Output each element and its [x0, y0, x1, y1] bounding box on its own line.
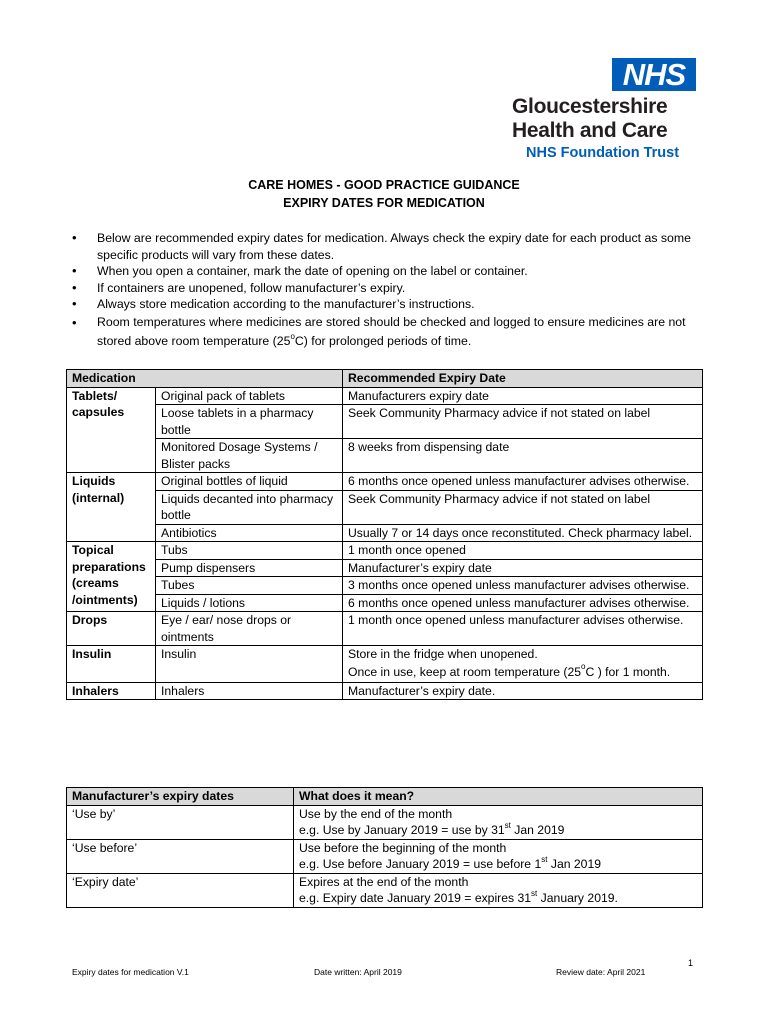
expiry-value: 6 months once opened unless manufacturer advises otherwise.	[343, 594, 703, 612]
table-row	[67, 387, 703, 405]
expiry-value: Manufacturer’s expiry date.	[343, 682, 703, 700]
expiry-text: C ) for 1 month.	[585, 664, 671, 679]
nhs-badge: NHS	[612, 58, 696, 91]
expiry-term: ‘Use by’	[67, 805, 294, 839]
table-row	[67, 473, 703, 491]
ordinal-sup: st	[504, 820, 511, 830]
degree-sup: o	[581, 662, 586, 672]
bullet-text: C) for prolonged periods of time.	[294, 333, 472, 348]
category-insulin: Insulin	[67, 646, 156, 683]
footer-review-date: Review date: April 2021	[556, 967, 646, 977]
table-row	[67, 524, 703, 542]
medication-item: Monitored Dosage Systems / Blister packs	[156, 439, 343, 473]
expiry-term: ‘Use before’	[67, 839, 294, 873]
table-header-row	[67, 370, 703, 388]
guidance-bullets	[72, 230, 712, 351]
medication-item: Inhalers	[156, 682, 343, 700]
medication-item: Original pack of tablets	[156, 387, 343, 405]
table-row	[67, 839, 703, 873]
medication-item: Liquids decanted into pharmacy bottle	[156, 490, 343, 524]
medication-item: Liquids / lotions	[156, 594, 343, 612]
header-manufacturer-dates: Manufacturer’s expiry dates	[67, 788, 294, 806]
bullet-item-temperature	[72, 313, 712, 351]
table-row	[67, 559, 703, 577]
table-row	[67, 577, 703, 595]
example-text: e.g. Use by January 2019 = use by 31	[299, 823, 505, 837]
expiry-meaning	[294, 805, 703, 839]
meaning-example	[299, 856, 699, 873]
medication-item: Insulin	[156, 646, 343, 683]
header-medication: Medication	[67, 370, 343, 388]
footer-date-written: Date written: April 2019	[314, 967, 402, 977]
ordinal-sup: st	[541, 854, 548, 864]
meaning-example	[299, 822, 699, 839]
document-subtitle: EXPIRY DATES FOR MEDICATION	[283, 196, 485, 210]
category-tablets: Tablets/ capsules	[67, 387, 156, 473]
medication-item: Tubs	[156, 542, 343, 560]
medication-item: Eye / ear/ nose drops or ointments	[156, 612, 343, 646]
expiry-value: 1 month once opened unless manufacturer advises otherwise.	[343, 612, 703, 646]
example-text: January 2019.	[537, 891, 618, 905]
table-row	[67, 612, 703, 646]
degree-sup: o	[290, 331, 295, 341]
example-text: e.g. Use before January 2019 = use before 1	[299, 857, 542, 871]
expiry-meaning	[294, 839, 703, 873]
table-row	[67, 405, 703, 439]
expiry-line	[348, 663, 699, 682]
expiry-value: 3 months once opened unless manufacturer advises otherwise.	[343, 577, 703, 595]
org-name-line3: NHS Foundation Trust	[526, 145, 680, 161]
category-topical: Topical preparations (creams /ointments)	[67, 542, 156, 612]
expiry-meaning	[294, 873, 703, 907]
org-name-line2: Health and Care	[512, 119, 668, 142]
medication-item: Original bottles of liquid	[156, 473, 343, 491]
table-row	[67, 594, 703, 612]
table-row	[67, 439, 703, 473]
expiry-value: Manufacturer’s expiry date	[343, 559, 703, 577]
example-text: Jan 2019	[510, 823, 565, 837]
expiry-value: 6 months once opened unless manufacturer advises otherwise.	[343, 473, 703, 491]
page-number: 1	[688, 958, 694, 968]
meaning-line: Use before the beginning of the month	[299, 840, 507, 855]
bullet-item: • Always store medication according to the manufacturer’s instructions.	[72, 296, 712, 313]
bullet-item: • When you open a container, mark the date of opening on the label or container.	[72, 263, 712, 280]
medication-item: Tubes	[156, 577, 343, 595]
expiry-dates-table	[66, 369, 703, 700]
expiry-value: Manufacturers expiry date	[343, 387, 703, 405]
footer-document-version: Expiry dates for medication V.1	[72, 967, 189, 977]
table-row	[67, 805, 703, 839]
expiry-value: 1 month once opened	[343, 542, 703, 560]
expiry-value: Seek Community Pharmacy advice if not stated on label	[343, 405, 703, 439]
expiry-value: Usually 7 or 14 days once reconstituted. Check pharmacy label.	[343, 524, 703, 542]
meaning-line: Expires at the end of the month	[299, 874, 469, 889]
category-inhalers: Inhalers	[67, 682, 156, 700]
medication-item: Antibiotics	[156, 524, 343, 542]
document-title: CARE HOMES - GOOD PRACTICE GUIDANCE	[248, 178, 520, 192]
table-header-row	[67, 788, 703, 806]
category-drops: Drops	[67, 612, 156, 646]
bullet-item: • If containers are unopened, follow manufacturer’s expiry.	[72, 280, 712, 297]
expiry-line: Store in the fridge when unopened.	[348, 647, 538, 661]
table-row	[67, 873, 703, 907]
table-row	[67, 646, 703, 683]
example-text: Jan 2019	[547, 857, 602, 871]
header-expiry: Recommended Expiry Date	[343, 370, 703, 388]
expiry-value: 8 weeks from dispensing date	[343, 439, 703, 473]
category-liquids: Liquids (internal)	[67, 473, 156, 542]
table-row	[67, 542, 703, 560]
medication-item: Loose tablets in a pharmacy bottle	[156, 405, 343, 439]
bullet-text: Room temperatures where medicines are stored should be checked and logged to ensure medicines are not stored above room temperature (25	[97, 314, 686, 348]
ordinal-sup: st	[531, 888, 538, 898]
meaning-line: Use by the end of the month	[299, 806, 453, 821]
manufacturer-expiry-table	[66, 787, 703, 908]
example-text: e.g. Expiry date January 2019 = expires 31	[299, 891, 532, 905]
org-name-line1: Gloucestershire	[512, 95, 668, 118]
expiry-text: Once in use, keep at room temperature (25	[348, 664, 582, 679]
expiry-term: ‘Expiry date’	[67, 873, 294, 907]
medication-item: Pump dispensers	[156, 559, 343, 577]
table-row	[67, 490, 703, 524]
header-meaning: What does it mean?	[294, 788, 703, 806]
meaning-example	[299, 890, 699, 907]
expiry-value	[343, 646, 703, 683]
expiry-value: Seek Community Pharmacy advice if not stated on label	[343, 490, 703, 524]
table-row	[67, 682, 703, 700]
bullet-item: • Below are recommended expiry dates for medication. Always check the expiry date for each product as some specific products will vary from these dates.	[72, 230, 712, 263]
